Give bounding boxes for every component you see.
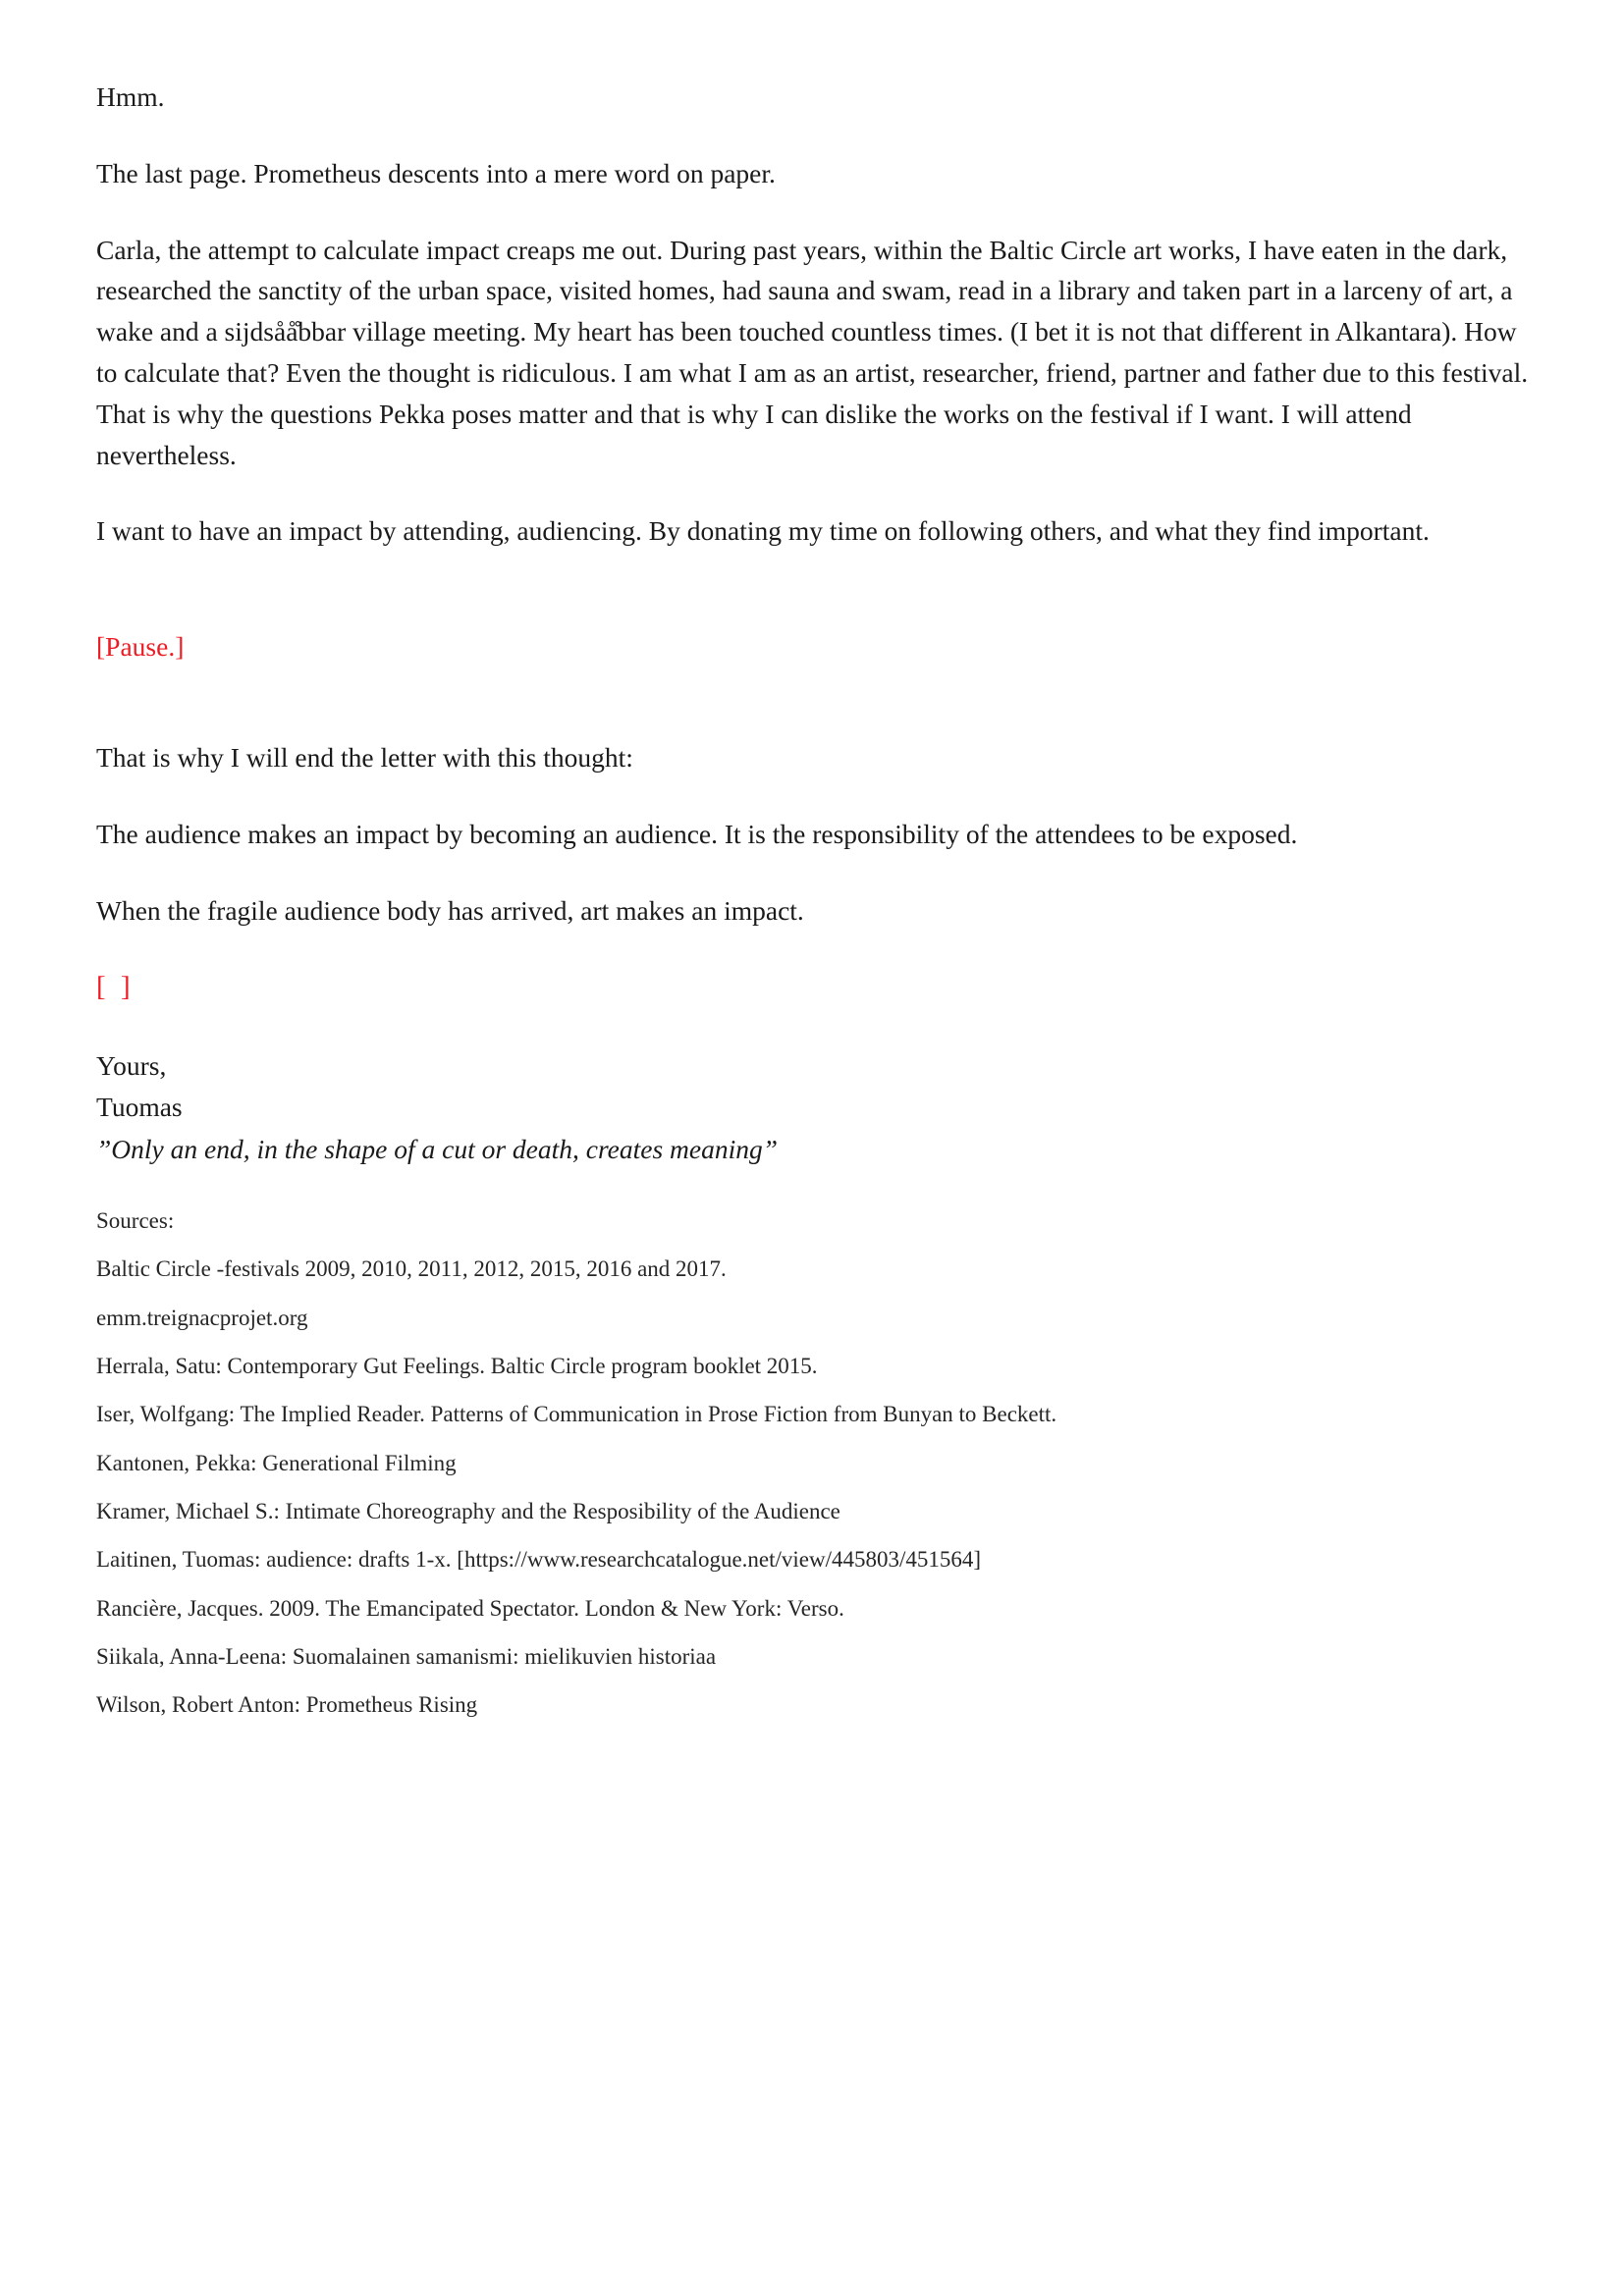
source-item: Baltic Circle -festivals 2009, 2010, 2011, 2012, 2015, 2016 and 2017. xyxy=(96,1256,727,1282)
signoff-quote: ”Only an end, in the shape of a cut or death, creates meaning” xyxy=(96,1134,779,1164)
source-item: Kantonen, Pekka: Generational Filming xyxy=(96,1450,457,1475)
source-item: emm.treignacprojet.org xyxy=(96,1305,308,1330)
source-item: Iser, Wolfgang: The Implied Reader. Patterns of Communication in Prose Fiction from Bunyan to Beckett. xyxy=(96,1402,1057,1427)
paragraph-5: That is why I will end the letter with this thought: xyxy=(96,742,633,774)
paragraph-6: The audience makes an impact by becoming an audience. It is the responsibility of the attendees to be exposed. xyxy=(96,819,1298,850)
signoff-closing: Yours, xyxy=(96,1050,167,1082)
source-item: Wilson, Robert Anton: Prometheus Rising xyxy=(96,1692,478,1718)
source-item: Kramer, Michael S.: Intimate Choreography and the Resposibility of the Audience xyxy=(96,1499,840,1524)
spacer-before-signoff xyxy=(96,1006,1530,1045)
sources-heading: Sources: xyxy=(96,1208,175,1233)
source-item: Laitinen, Tuomas: audience: drafts 1-x. [https://www.researchcatalogue.net/view/445803/451564] xyxy=(96,1547,982,1573)
source-item: Herrala, Satu: Contemporary Gut Feelings. Baltic Circle program booklet 2015. xyxy=(96,1354,818,1379)
sources-section xyxy=(96,1204,1530,1722)
signoff-name: Tuomas xyxy=(96,1092,183,1123)
paragraph-4: I want to have an impact by attending, audiencing. By donating my time on following others, and what they find important. xyxy=(96,515,1430,547)
source-item: Siikala, Anna-Leena: Suomalainen samanismi: mielikuvien historiaa xyxy=(96,1644,717,1670)
paragraph-2: The last page. Prometheus descents into a mere word on paper. xyxy=(96,157,776,188)
spacer-before-pause xyxy=(96,587,1530,626)
source-item: Rancière, Jacques. 2009. The Emancipated Spectator. London & New York: Verso. xyxy=(96,1595,844,1621)
empty-bracket-marker: [ ] xyxy=(96,970,135,1002)
pause-marker: [Pause.] xyxy=(96,631,185,663)
paragraph-1: Hmm. xyxy=(96,81,165,112)
paragraph-3: Carla, the attempt to calculate impact creaps me out. During past years, within the Baltic Circle art works, I have eaten in the dark, researched the sanctity of the urban space, visited homes, had sauna and swam, read in a library and taken part in a larceny of art, a wake and a sijdsåå̊bbar village meeting. My heart has been touched countless times. (I bet it is not that different in Alkantara). How to calculate that? Even the thought is ridiculous. I am what I am as an artist, researcher, friend, partner and father due to this festival. That is why the questions Pekka poses matter and that is why I can dislike the works on the festival if I want. I will attend nevertheless. xyxy=(96,234,1529,470)
paragraph-7: When the fragile audience body has arrived, art makes an impact. xyxy=(96,895,804,927)
spacer-after-pause xyxy=(96,667,1530,737)
